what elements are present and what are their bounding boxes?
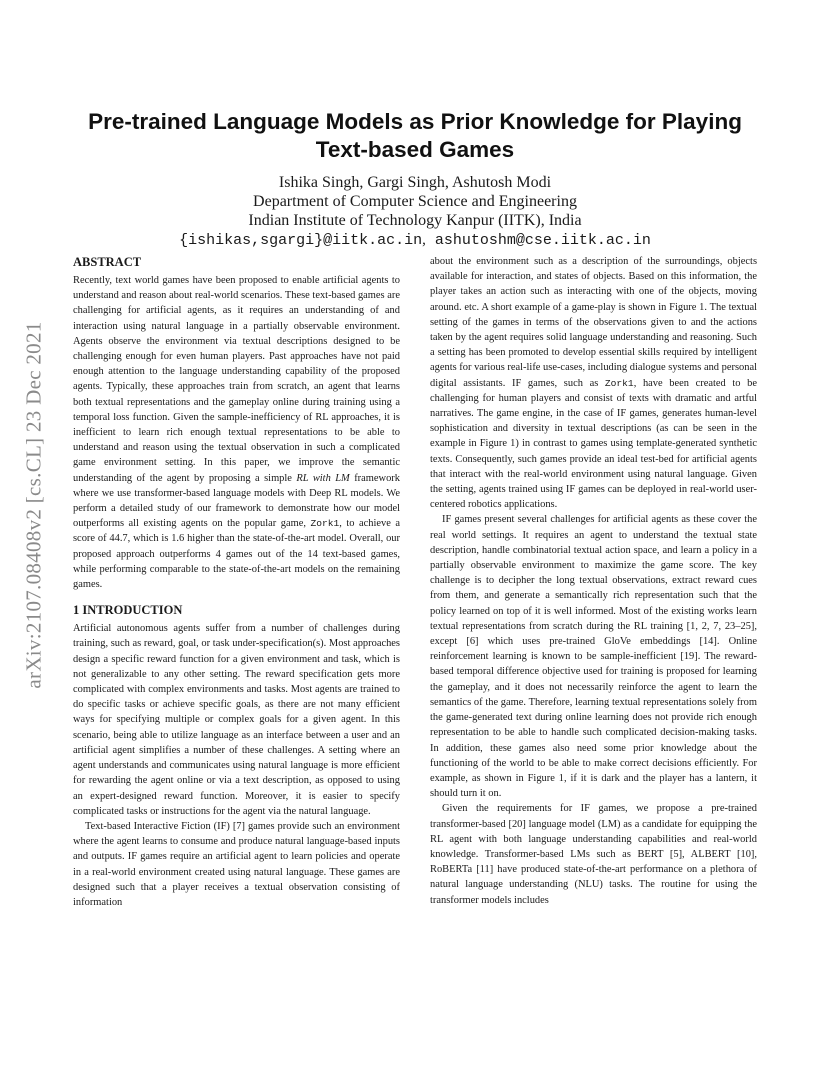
email-1[interactable]: {ishikas,sgargi}@iitk.ac.in xyxy=(179,232,423,249)
abstract-game-name: Zork1 xyxy=(310,518,340,530)
abstract-text-2: framework where we use transformer-based language models with Deep RL models. We perform a detailed study of our framework to demonstrate how our model outperforms all existing agents on the popular game, xyxy=(73,472,400,530)
abstract-heading: ABSTRACT xyxy=(73,255,142,269)
introduction-heading: 1 INTRODUCTION xyxy=(73,603,183,618)
intro-paragraph-3 xyxy=(430,254,757,512)
title-line-2: Text-based Games xyxy=(315,137,515,162)
abstract-text-3: , to achieve a score of 44.7, which is 1.6 higher than the state-of-the-art model. Overall, our proposed approach outperforms 4 games out of the 14 text-based games, while performing comparable to the state-of-the-art models on the remaining games. xyxy=(73,518,400,591)
arxiv-sidebar-stamp xyxy=(10,270,58,740)
paper-title xyxy=(72,108,758,164)
author-emails xyxy=(72,230,758,251)
paper-header xyxy=(72,108,758,251)
abstract-paragraph xyxy=(73,273,400,592)
affiliation-department: Department of Computer Science and Engineering xyxy=(253,193,577,210)
intro-paragraph-1: Artificial autonomous agents suffer from a number of challenges during training, such as reward, goal, or task under-specification(s). Most approaches design a specific reward function for a given environment and task, which is not generalizable to any other setting. The reward specification gets more complicated with complex environments and tasks. Most agents are trained to do specific tasks or achieve specific goals, as there are not many efficient ways for specifying multiple or complex goals for a given agent. In this scenario, being able to utilize language as an interface between a user and an artificial agent simplifies a number of these challenges. A setting where an agent understands and communicates using natural language is more efficient for rewarding the agent online or via a text description, as opposed to using an expert-designed reward function. Moreover, it is easier to specify complicated tasks or instructions for the agent via the natural language. xyxy=(73,623,400,817)
intro-game-name: Zork1 xyxy=(604,377,634,389)
intro-paragraph-2: Text-based Interactive Fiction (IF) [7] games provide such an environment where the agent learns to consume and produce natural language-based inputs and outputs. IF games require an artificial agent to learn policies and operate in a real-world environment created using natural language. These games are designed such that a player receives a textual observation consisting of information xyxy=(73,820,400,908)
arxiv-identifier: arXiv:2107.08408v2 [cs.CL] 23 Dec 2021 xyxy=(21,321,46,689)
abstract-emphasis: RL with LM xyxy=(296,472,350,484)
left-column xyxy=(73,254,400,910)
right-column xyxy=(430,254,757,908)
title-line-1: Pre-trained Language Models as Prior Knowledge for Playing xyxy=(88,109,742,134)
intro-paragraph-4: IF games present several challenges for artificial agents as these cover the real world settings. It requires an agent to understand the textual state description, handle combinatorial textual action space, and learn a policy in a partially observable environment to maximize the game score. The key challenge is to decipher the long textual observations, extract reward cues from them, and generate a semantically rich representation such that the policy learned on top of it is well informed. Most of the existing works learn textual representations from scratch during the RL training [1, 2, 7, 23–25], except [6] which uses pre-trained GloVe embeddings [14]. Online reinforcement learning is known to be sample-inefficient [19]. The reward-based temporal difference objective used for training is proposed for learning the gameplay, and it does not necessarily reinforce the agent to learn the semantics of the game. Therefore, learning textual representations solely from the game-generated text during online learning does not provide rich enough representation to be able to handle such complicated decision-making tasks. In addition, these games also need some prior knowledge about the functioning of the world to be able to make correct decisions efficiently. For example, as shown in Figure 1, if it is dark and the player has a lantern, it should turn it on. xyxy=(430,514,757,800)
intro-p3-text-2: , have been created to be challenging for human players and consist of texts with dramatic and artful narratives. The game engine, in the case of IF games, generates human-level sophistication and diversity in textual descriptions (as can be seen in the example in Figure 1) in contrast to games using template-generated synthetic texts. Consequently, such games provide an ideal test-bed for artificial agents that interact with the real-world environment using natural language. Given the setting, agents trained using IF games can be deployed in real-world user-centered robotics applications. xyxy=(430,377,757,511)
email-separator: , xyxy=(422,232,426,248)
abstract-text-1: Recently, text world games have been proposed to enable artificial agents to understand and reason about real-world scenarios. These text-based games are challenging for artificial agents, as it requires an understanding of and interaction using natural language in a partially observable environment. Agents observe the environment via textual descriptions designed to be challenging enough for even human players. Past approaches have not paid enough attention to the language understanding capability of the proposed agents. Typically, these approaches train from scratch, an agent that learns both textual representations and the gameplay online during training using a temporal loss function. Given the sample-inefficiency of RL approaches, it is inefficient to learn rich enough textual representations to be able to understand and reason using the textual observation in such a complicated game environment setting. In this paper, we improve the semantic understanding of the agent by proposing a simple xyxy=(73,275,400,484)
intro-p3-text-1: about the environment such as a description of the surroundings, objects available for interaction, and states of objects. Based on this information, the player takes an action such as interacting with one of the objects, moving around. etc. A short example of a game-play is shown in Figure 1. The textual setting of the games in terms of the observations given to and the actions taken by the agent requires solid language understanding and reasoning. Such a setting has been promoted to develop essential skills required by intelligent agents for various real-life use-cases, including dialogue systems and personal digital assistants. IF games, such as xyxy=(430,256,757,389)
affiliation-institute: Indian Institute of Technology Kanpur (IITK), India xyxy=(248,212,582,229)
intro-paragraph-5: Given the requirements for IF games, we propose a pre-trained transformer-based [20] language model (LM) as a candidate for equipping the RL agent with both language understanding capabilities and real-world knowledge. Transformer-based LMs such as BERT [5], ALBERT [10], RoBERTa [11] have produced state-of-the-art performance on a plethora of natural language understanding (NLU) tasks. The routine for using the transformer models includes xyxy=(430,803,757,906)
author-list: Ishika Singh, Gargi Singh, Ashutosh Modi xyxy=(278,174,552,191)
email-2[interactable]: ashutoshm@cse.iitk.ac.in xyxy=(434,232,651,249)
